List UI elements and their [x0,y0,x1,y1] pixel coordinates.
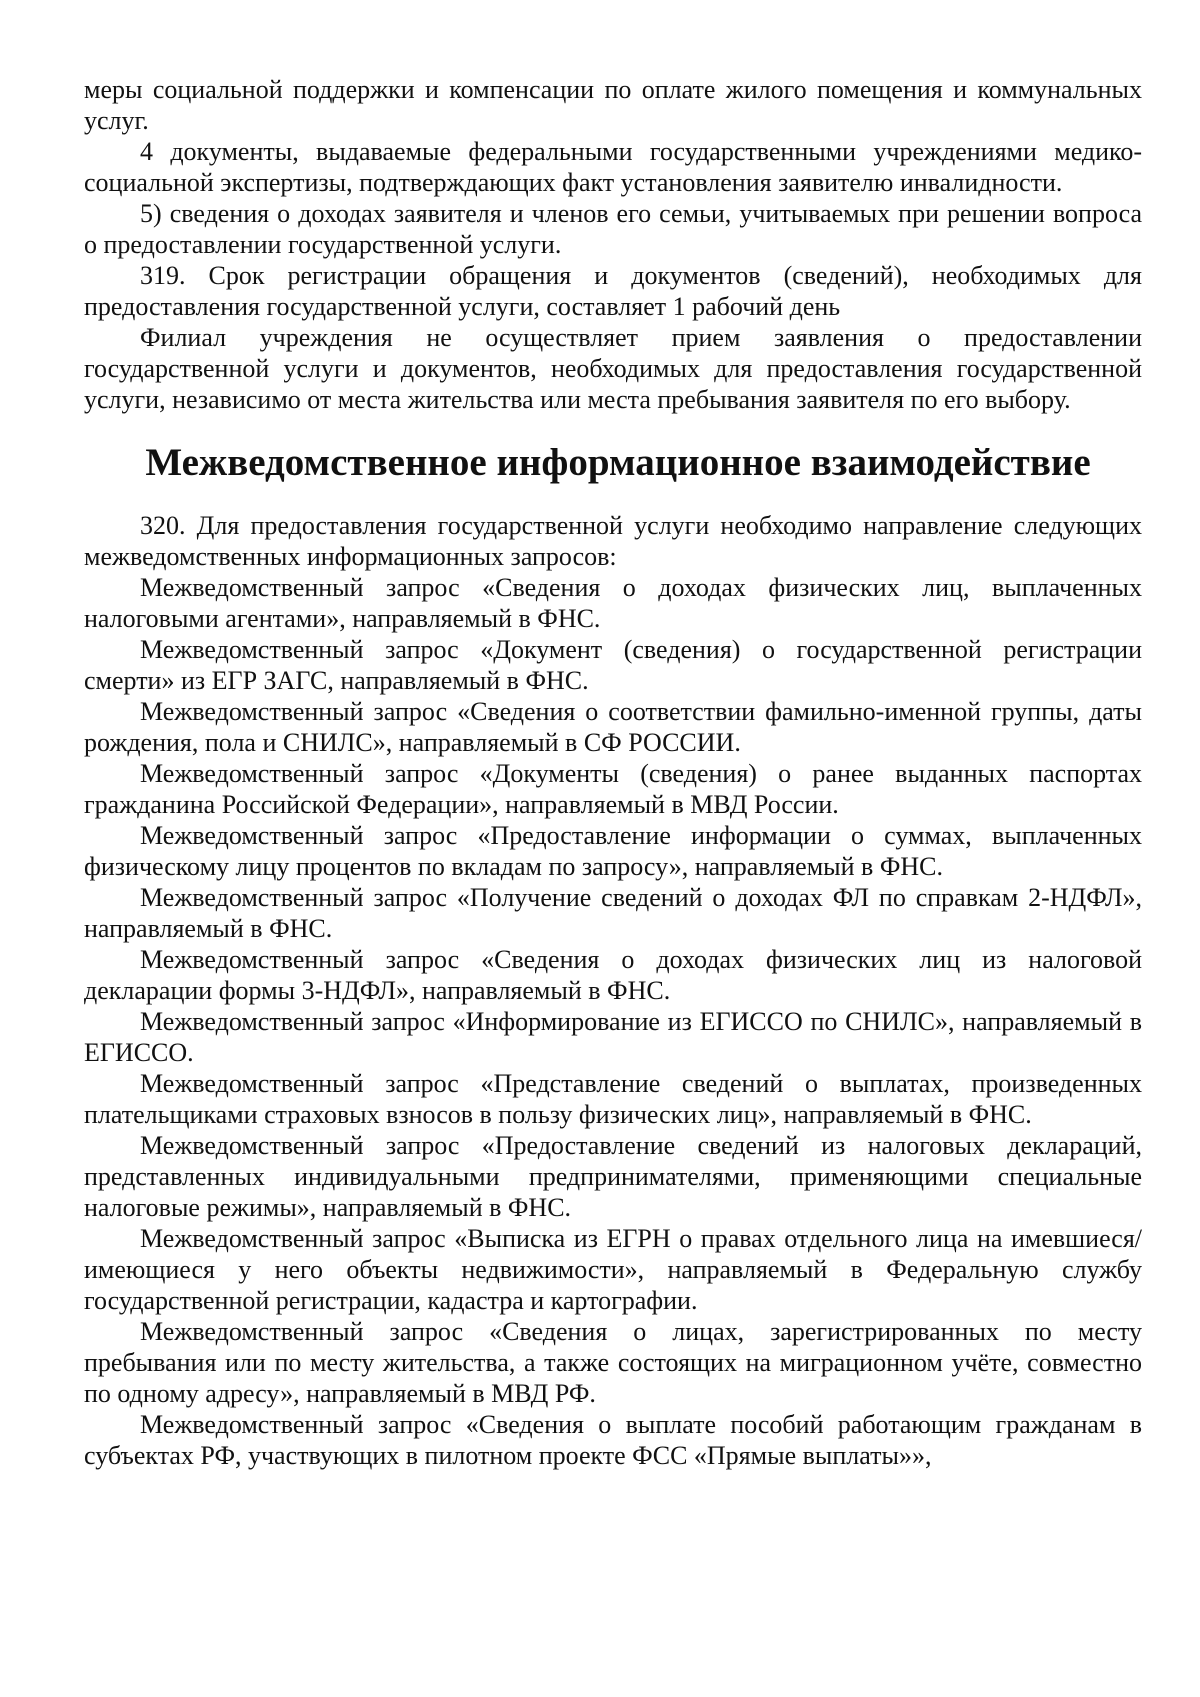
request-item-income-tax-agents: Межведомственный запрос «Сведения о доходах физических лиц, выплаченных налоговыми агентами», направляемый в ФНС. [84,573,1142,633]
request-item-direct-payments: Межведомственный запрос «Сведения о выплате пособий работающим гражданам в субъектах РФ, участвующих в пилотном проекте ФСС «Прямые выплаты»», [84,1410,1142,1470]
request-item-deposit-interest: Межведомственный запрос «Предоставление информации о суммах, выплаченных физическому лицу процентов по вкладам по запросу», направляемый в ФНС. [84,821,1142,881]
request-item-egisso: Межведомственный запрос «Информирование из ЕГИССО по СНИЛС», направляемый в ЕГИССО. [84,1007,1142,1067]
section-heading: Межведомственное информационное взаимодействие [145,441,1091,484]
request-item-death-registration: Межведомственный запрос «Документ (сведения) о государственной регистрации смерти» из ЕГР ЗАГС, направляемый в ФНС. [84,635,1142,695]
paragraph-item-5-income-info: 5) сведения о доходах заявителя и членов его семьи, учитываемых при решении вопроса о предоставлении государственной услуги. [84,199,1142,259]
paragraph-social-support-continuation: меры социальной поддержки и компенсации по оплате жилого помещения и коммунальных услуг. [84,75,1142,135]
request-item-snils-match: Межведомственный запрос «Сведения о соответствии фамильно-именной группы, даты рождения, пола и СНИЛС», направляемый в СФ РОССИИ. [84,697,1142,757]
paragraph-item-4-disability-documents: 4 документы, выдаваемые федеральными государственными учреждениями медико-социальной экспертизы, подтверждающих факт установления заявителю инвалидности. [84,137,1142,197]
request-item-2-ndfl: Межведомственный запрос «Получение сведений о доходах ФЛ по справкам 2-НДФЛ», направляемый в ФНС. [84,883,1142,943]
paragraph-319-registration-term: 319. Срок регистрации обращения и документов (сведений), необходимых для предоставления государственной услуги, составляет 1 рабочий день [84,261,1142,321]
request-item-passports: Межведомственный запрос «Документы (сведения) о ранее выданных паспортах гражданина Российской Федерации», направляемый в МВД России. [84,759,1142,819]
paragraph-branch-acceptance: Филиал учреждения не осуществляет прием заявления о предоставлении государственной услуги и документов, необходимых для предоставления государственной услуги, независимо от места жительства или места пребывания заявителя по его выбору. [84,323,1142,414]
request-item-registered-persons: Межведомственный запрос «Сведения о лицах, зарегистрированных по месту пребывания или по месту жительства, а также состоящих на миграционном учёте, совместно по одному адресу», направляемый в МВД РФ. [84,1317,1142,1408]
request-item-insurance-payments: Межведомственный запрос «Представление сведений о выплатах, произведенных плательщиками страховых взносов в пользу физических лиц», направляемый в ФНС. [84,1069,1142,1129]
request-item-tax-declarations: Межведомственный запрос «Предоставление сведений из налоговых деклараций, представленных индивидуальными предпринимателями, применяющими специальные налоговые режимы», направляемый в ФНС. [84,1131,1142,1222]
request-item-egrn-extract: Межведомственный запрос «Выписка из ЕГРН о правах отдельного лица на имевшиеся/имеющиеся у него объекты недвижимости», направляемый в Федеральную службу государственной регистрации, кадастра и картографии. [84,1224,1142,1315]
paragraph-320-requests-intro: 320. Для предоставления государственной услуги необходимо направление следующих межведомственных информационных запросов: [84,511,1142,571]
request-item-3-ndfl: Межведомственный запрос «Сведения о доходах физических лиц из налоговой декларации формы 3-НДФЛ», направляемый в ФНС. [84,945,1142,1005]
